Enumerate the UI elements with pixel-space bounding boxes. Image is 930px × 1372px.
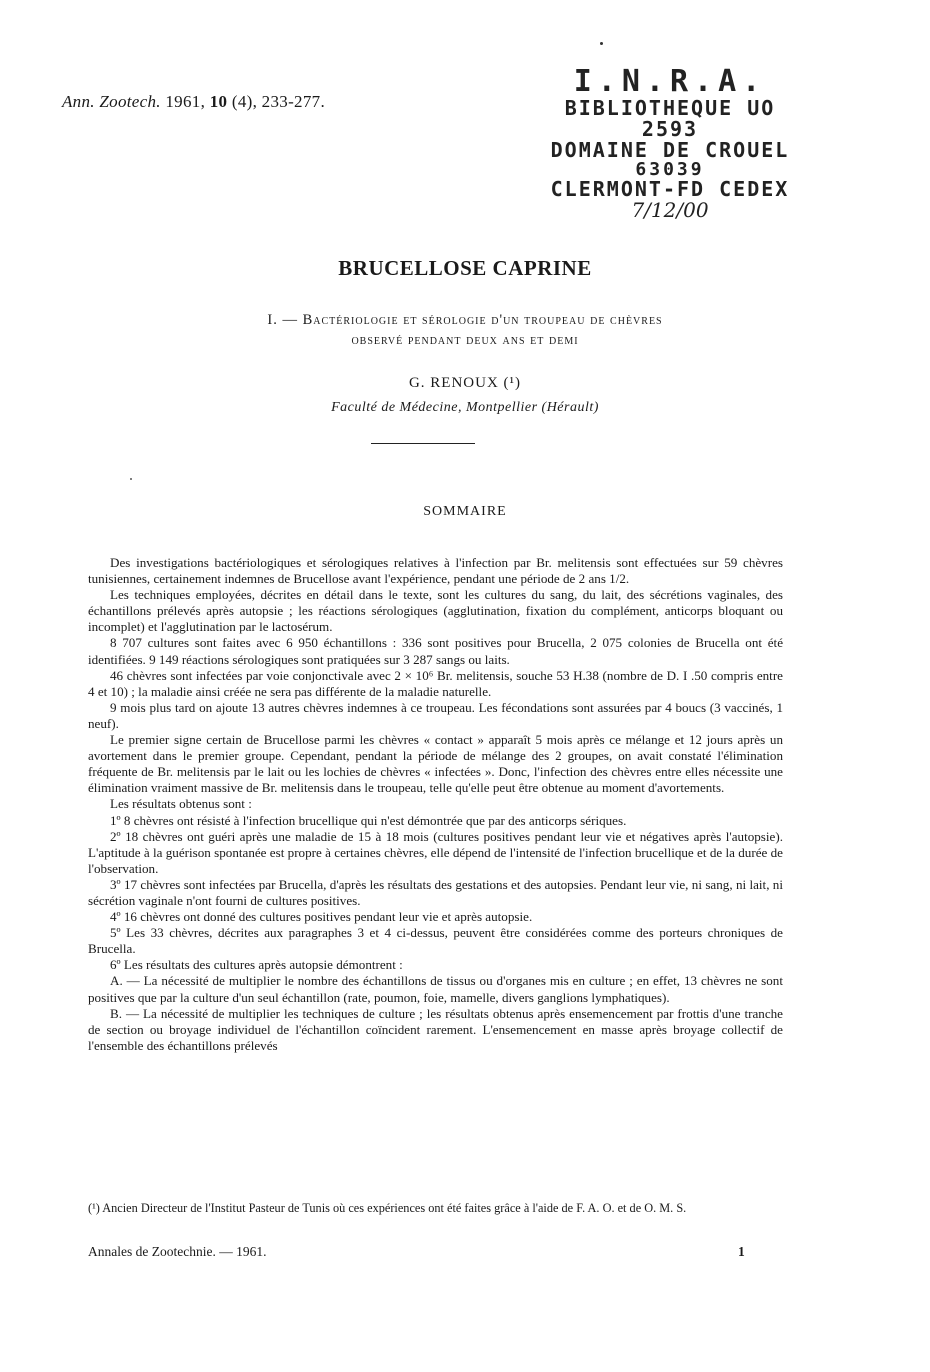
stamp-line-3: DOMAINE DE CROUEL [550, 137, 790, 162]
paper-title: BRUCELLOSE CAPRINE [338, 256, 592, 280]
body-paragraph: 6º Les résultats des cultures après autopsie démontrent : [110, 957, 403, 973]
body-paragraph: A. — La nécessité de multiplier le nombre des échantillons de tissus ou d'organes mis en culture ; en effet, 13 chèvres ne sont positives que par la culture d'un seul échantillon (rate, poumon, foie, mamelle, divers ganglions lymphatiques). [88, 973, 783, 1005]
journal-citation [62, 92, 325, 112]
body-paragraph: 9 mois plus tard on ajoute 13 autres chèvres indemnes à ce troupeau. Les fécondations sont assurées par 4 boucs (3 vaccinés, 1 neuf). [88, 699, 783, 731]
citation-volume: 10 [209, 92, 228, 111]
citation-journal: Ann. Zootech. [62, 92, 161, 111]
author-affiliation: Faculté de Médecine, Montpellier (Hérault) [331, 400, 599, 415]
stamp-line-5: CLERMONT-FD CEDEX [550, 177, 790, 202]
library-stamp [540, 66, 800, 221]
paper-subtitle [100, 310, 830, 350]
abstract-body [88, 555, 783, 1054]
body-paragraph: 4º 16 chèvres ont donné des cultures positives pendant leur vie et après autopsie. [110, 909, 533, 925]
body-paragraph: B. — La nécessité de multiplier les techniques de culture ; les résultats obtenus après ensemencement par frottis d'une tranche de section ou broyage individuel de l'échantillon coïncident rarement. L'ensemencement en masse après broyage collectif de l'ensemble des échantillons prélevés [88, 1005, 783, 1053]
section-heading: SOMMAIRE [423, 504, 507, 519]
body-paragraph: 3º 17 chèvres sont infectées par Brucella, d'après les résultats des gestations et des autopsies. Pendant leur vie, ni sang, ni lait, ni sécrétion vaginale n'ont fourni de cultures positives. [88, 876, 783, 908]
citation-year: 1961, [165, 92, 206, 111]
stamp-line-1: I.N.R.A. [573, 64, 767, 99]
body-paragraph: Les résultats obtenus sont : [110, 796, 252, 812]
body-paragraph: Le premier signe certain de Brucellose parmi les chèvres « contact » apparaît 5 mois après ce mélange et 12 jours après un avortement dans le premier groupe. Cependant, pendant la période de mélange des 2 groupes, on avait constaté l'élimination fréquente de Br. melitensis par le lait ou les lochies de chèvres « infectées ». Donc, l'infection des chèvres entre elles nécessite une élimination vraiment massive de Br. melitensis dans le troupeau, telle qu'elle peut être obtenue au moment d'avortements. [88, 732, 783, 796]
citation-pages: (4), 233-277. [231, 92, 325, 111]
subtitle-line-2: observé pendant deux ans et demi [351, 332, 579, 348]
footnote: (¹) Ancien Directeur de l'Institut Pasteur de Tunis où ces expériences ont été faites grâce à l'aide de F. A. O. et de O. M. S. [88, 1201, 687, 1215]
body-paragraph: 8 707 cultures sont faites avec 6 950 échantillons : 336 sont positives pour Brucella, 2 075 colonies de Brucella ont été identifiées. 9 149 réactions sérologiques sont pratiquées sur 3 287 sangs ou laits. [88, 635, 783, 667]
stamp-line-2: BIBLIOTHEQUE UO 2593 [564, 95, 776, 141]
body-paragraph: 5º Les 33 chèvres, décrites aux paragraphes 3 et 4 ci-dessus, peuvent être considérées comme des porteurs chroniques de Brucella. [88, 925, 783, 957]
body-paragraph: 2º 18 chèvres ont guéri après une maladie de 15 à 18 mois (cultures positives pendant leur vie et négatives après l'autopsie). L'aptitude à la guérison spontanée est propre à certaines chèvres, elle dépend de l'intensité de l'infection brucellique et de la durée de l'observation. [88, 828, 783, 876]
title-separator [371, 443, 475, 444]
body-paragraph: Des investigations bactériologiques et sérologiques relatives à l'infection par Br. melitensis sont effectuées sur 59 chèvres tunisiennes, certainement indemnes de Brucellose avant l'expérience, pendant une période de 2 ans 1/2. [88, 555, 783, 587]
stamp-line-6: 7/12/00 [631, 198, 709, 223]
body-paragraph: 46 chèvres sont infectées par voie conjonctivale avec 2 × 10⁶ Br. melitensis, souche 53 H.38 (nombre de D. I .50 compris entre 4 et 10) ; la maladie ainsi créée ne sera pas différente de la maladie naturelle. [88, 667, 783, 699]
speck-mark [130, 478, 132, 480]
subtitle-line-1: I. — Bactériologie et sérologie d'un troupeau de chèvres [267, 312, 663, 328]
footer-journal: Annales de Zootechnie. — 1961. [88, 1244, 267, 1259]
body-paragraph: Les techniques employées, décrites en détail dans le texte, sont les cultures du sang, du lait, des sécrétions vaginales, des échantillons prélevés après autopsie ; les réactions sérologiques (agglutination, fixation du complément, anticorps bloquant ou incomplet) et l'agglutination par le lactosérum. [88, 587, 783, 635]
speck-mark [600, 42, 603, 45]
author-name: G. RENOUX (¹) [408, 375, 522, 391]
body-paragraph: 1º 8 chèvres ont résisté à l'infection brucellique qui n'est démontrée que par des anticorps sériques. [110, 812, 627, 828]
page-number: 1 [738, 1244, 745, 1259]
stamp-line-4: 63039 [635, 158, 705, 180]
